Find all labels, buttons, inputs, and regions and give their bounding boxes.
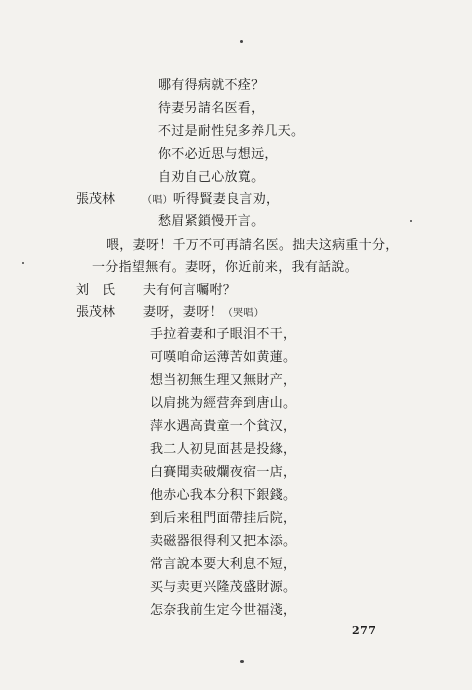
verse-line: 常言說本要大利息不短， xyxy=(150,557,297,572)
verse-line: 你不必近思与想远， xyxy=(158,147,278,162)
verse-line: 以肩挑为經营奔到唐山。 xyxy=(150,396,297,411)
dialogue-line xyxy=(143,305,264,322)
verse-text: 妻呀，妻呀！ xyxy=(143,305,223,320)
verse-line: 不过是耐性兒多养几天。 xyxy=(158,124,305,139)
verse-line: 我二人初見面甚是投緣， xyxy=(150,442,297,457)
prose-line: 一分指望無有。妻呀，你近前来，我有話說。 xyxy=(92,260,359,275)
verse-line: 到后来租門面帶挂后院， xyxy=(150,511,297,526)
dialogue-line: 夫有何言囑咐？ xyxy=(143,283,237,298)
verse-line: 待妻另請名医看， xyxy=(158,101,265,116)
stage-direction: （哭唱） xyxy=(222,308,265,319)
verse-line: 卖磁器很得利又把本添。 xyxy=(150,534,297,549)
speaker-name: 張茂林 xyxy=(76,305,116,320)
page-number: 277 xyxy=(352,624,377,637)
scan-speck xyxy=(22,262,24,264)
scan-speck xyxy=(240,660,244,663)
verse-text: 听得賢妻良言劝， xyxy=(172,192,280,207)
verse-line: 手拉着妻和子眼泪不干， xyxy=(150,327,297,342)
verse-line: 愁眉紧鎖慢开言。 xyxy=(158,214,265,229)
speaker-name: 張茂林 xyxy=(76,192,116,207)
scan-speck xyxy=(410,220,412,222)
verse-line: 他赤心我本分积下銀錢。 xyxy=(150,488,297,503)
scan-speck xyxy=(240,40,243,43)
stage-direction: （唱） xyxy=(142,195,173,206)
verse-line: 可嘆咱命运薄苦如黄蓮。 xyxy=(150,350,297,365)
verse-line: 白賽聞卖破爛夜宿一店， xyxy=(150,465,297,480)
speaker-name: 刘 氏 xyxy=(76,283,116,298)
verse-line: 怎奈我前生定今世福淺， xyxy=(150,603,297,618)
verse-line: 买与卖更兴隆茂盛財源。 xyxy=(150,580,297,595)
stage-direction-line xyxy=(142,192,279,209)
verse-line: 自劝自己心放寬。 xyxy=(158,170,265,185)
verse-line: 萍水遇高貴童一个貧汉， xyxy=(150,419,297,434)
prose-line: 喂，妻呀！千万不可再請名医。拙夫这病重十分， xyxy=(106,238,399,253)
verse-line: 哪有得病就不痊？ xyxy=(158,78,265,93)
verse-line: 想当初無生理又無財产， xyxy=(150,373,297,388)
